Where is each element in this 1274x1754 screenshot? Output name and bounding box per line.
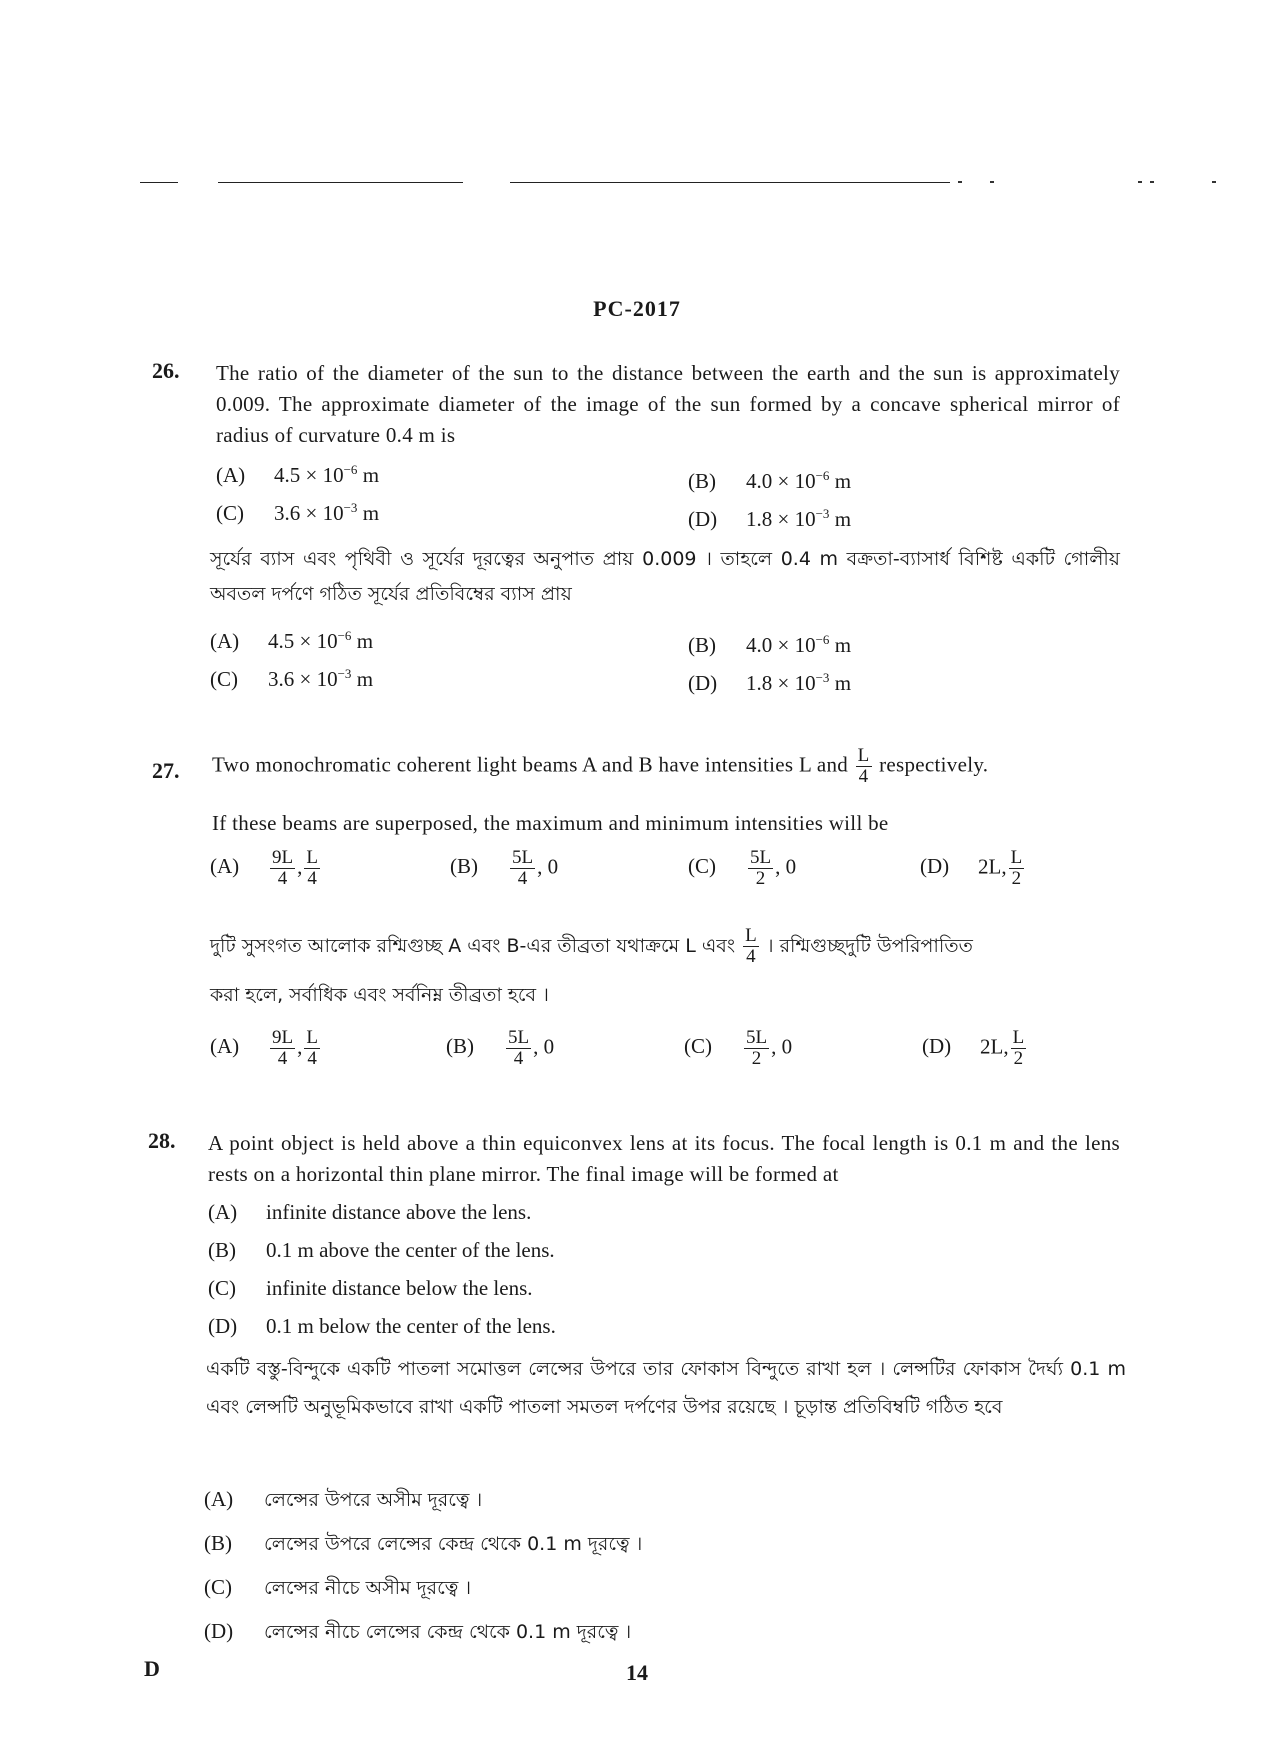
option-value: 4.5 × 10: [274, 463, 344, 487]
option-label: (C): [208, 1276, 236, 1300]
question-text-part: Two monochromatic coherent light beams A and B have intensities L and: [212, 752, 849, 777]
option-label: (B): [688, 633, 716, 657]
option-c: (C) $\frac{5L}{2}$ , 0: [688, 847, 797, 889]
fraction-numerator: L: [857, 745, 870, 766]
option-text: লেন্সের উপরে অসীম দূরত্বে ।: [264, 1489, 483, 1511]
option-exponent: −3: [815, 506, 830, 521]
option-value: 4.0 × 10: [746, 469, 816, 493]
option-label: (B): [688, 469, 716, 493]
option-tail: 0: [547, 854, 559, 879]
question-text-bengali: সূর্যের ব্যাস এবং পৃথিবী ও সূর্যের দূরত্বের অনুপাত প্রায় 0.009 । তাহলে 0.4 m বক্রতা-ব্যাসার্ধ বিশিষ্ট একটি গোলীয় অবতল দর্পণে গঠিত সূর্যের প্রতিবিম্বের ব্যাস প্রায়: [210, 548, 1120, 605]
fraction-numerator: 5L: [512, 847, 534, 868]
question-text-bengali: [210, 926, 1130, 967]
option-label: (D): [688, 671, 718, 695]
option-label: (D): [204, 1619, 234, 1643]
fraction: [1011, 1028, 1027, 1069]
fraction-l-over-4: [856, 746, 872, 787]
option-value: 1.8 × 10: [746, 671, 816, 695]
top-rule-segment: [510, 182, 950, 183]
option-unit: m: [834, 671, 852, 695]
option-b: [688, 468, 851, 494]
top-rule-dot: [1150, 181, 1154, 183]
fraction-denominator: 4: [858, 766, 869, 787]
option-c-bengali: [204, 1574, 471, 1606]
option-c-bengali: (C) $\frac{5L}{2}$ , 0: [684, 1027, 793, 1069]
option-exponent: −6: [343, 462, 358, 477]
option-label: (D): [920, 854, 950, 879]
fraction-l-over-4: [743, 926, 759, 967]
fraction: [270, 848, 295, 889]
option-value: 3.6 × 10: [268, 667, 338, 691]
question-number: 27.: [152, 758, 180, 783]
top-rule-dot: [990, 181, 994, 183]
set-code: D: [144, 1656, 160, 1681]
option-label: (A): [204, 1487, 234, 1511]
option-text: লেন্সের নীচে লেন্সের কেন্দ্র থেকে 0.1 m দূরত্বে ।: [264, 1621, 632, 1643]
question-text-part: । রশ্মিগুচ্ছদুটি উপরিপাতিত: [766, 935, 973, 957]
option-label: (D): [688, 507, 718, 531]
option-label: (C): [216, 501, 244, 525]
option-value: 4.5 × 10: [268, 629, 338, 653]
option-a-bengali: [210, 628, 373, 654]
option-value: 1.8 × 10: [746, 507, 816, 531]
option-value: 3.6 × 10: [274, 501, 344, 525]
option-label: (D): [208, 1314, 238, 1338]
option-label: (C): [688, 854, 716, 879]
option-lead: 2L,: [980, 1034, 1009, 1059]
option-text: 0.1 m above the center of the lens.: [266, 1238, 555, 1262]
option-d-bengali: [688, 670, 851, 696]
option-exponent: −3: [337, 666, 352, 681]
fraction-denominator: 4: [277, 1048, 288, 1069]
fraction: [506, 1028, 531, 1069]
page-title: PC-2017: [593, 296, 681, 321]
option-label: (A): [210, 629, 240, 653]
option-a-bengali: (A) $\frac{9L}{4}$ , $\frac{L}{4}$: [210, 1027, 318, 1069]
top-rule-segment: [218, 182, 463, 183]
fraction-numerator: 9L: [272, 1027, 294, 1048]
option-a: [216, 462, 379, 488]
option-label: (D): [922, 1034, 952, 1059]
option-label: (B): [208, 1238, 236, 1262]
fraction-denominator: 4: [277, 868, 288, 889]
fraction-numerator: L: [306, 847, 318, 868]
question-text-bengali: একটি বস্তু-বিন্দুকে একটি পাতলা সমোত্তল লেন্সের উপরে তার ফোকাস বিন্দুতে রাখা হল । লেন্সটির ফোকাস দৈর্ঘ্য 0.1 m এবং লেন্সটি অনুভূমিকভাবে রাখা একটি পাতলা সমতল দর্পণের উপর রয়েছে । চূড়ান্ত প্রতিবিম্বটি গঠিত হবে: [206, 1358, 1126, 1418]
option-value: 4.0 × 10: [746, 633, 816, 657]
option-d-bengali: [922, 1028, 1028, 1069]
fraction-denominator: 4: [746, 946, 756, 967]
question-text-part: respectively.: [879, 752, 989, 777]
fraction: [1009, 848, 1025, 889]
option-b: (B) $\frac{5L}{4}$ , 0: [450, 847, 559, 889]
question-number: 28.: [148, 1128, 176, 1153]
fraction-numerator: L: [1012, 1027, 1025, 1048]
option-label: (C): [684, 1034, 712, 1059]
option-text: 0.1 m below the center of the lens.: [266, 1314, 556, 1338]
option-exponent: −6: [815, 468, 830, 483]
question-text: A point object is held above a thin equiconvex lens at its focus. The focal length is 0.1 m and the lens rests on a horizontal thin plane mirror. The final image will be formed at: [208, 1131, 1120, 1186]
option-label: (C): [210, 667, 238, 691]
option-lead: 2L,: [978, 854, 1007, 879]
fraction-numerator: L: [1010, 847, 1023, 868]
fraction-denominator: 2: [755, 868, 766, 889]
option-exponent: −6: [337, 628, 352, 643]
option-label: (A): [216, 463, 246, 487]
fraction-denominator: 2: [751, 1048, 762, 1069]
option-label: (A): [210, 1034, 240, 1059]
option-b-bengali: (B) $\frac{5L}{4}$ , 0: [446, 1027, 555, 1069]
option-d-bengali: [204, 1618, 631, 1650]
option-c-bengali: [210, 666, 373, 692]
option-a: (A) $\frac{9L}{4}$ , $\frac{L}{4}$: [210, 847, 318, 889]
question-text: The ratio of the diameter of the sun to the distance between the earth and the sun is approximately 0.009. The approximate diameter of the image of the sun formed by a concave spherical mirror of radius of curvature 0.4 m is: [216, 361, 1120, 447]
option-c: [208, 1276, 533, 1301]
fraction-denominator: 4: [517, 868, 528, 889]
option-text: infinite distance above the lens.: [266, 1200, 532, 1224]
fraction-numerator: L: [745, 925, 757, 946]
fraction: [270, 1028, 295, 1069]
option-label: (C): [204, 1575, 232, 1599]
option-c: [216, 500, 379, 526]
option-text: infinite distance below the lens.: [266, 1276, 533, 1300]
question-text-line2: If these beams are superposed, the maximum and minimum intensities will be: [212, 811, 889, 835]
fraction-numerator: 5L: [508, 1027, 530, 1048]
option-d: [920, 848, 1026, 889]
option-a-bengali: [204, 1486, 482, 1518]
fraction: [304, 1028, 320, 1069]
option-unit: m: [356, 667, 374, 691]
option-b-bengali: [688, 632, 851, 658]
fraction-denominator: 4: [513, 1048, 524, 1069]
option-b: [208, 1238, 555, 1263]
option-unit: m: [834, 507, 852, 531]
option-label: (A): [210, 854, 240, 879]
top-rule-dot: [1212, 181, 1216, 183]
top-rule-segment: [140, 182, 178, 183]
fraction-numerator: 5L: [750, 847, 772, 868]
fraction-denominator: 4: [307, 1048, 317, 1069]
option-unit: m: [362, 463, 380, 487]
option-d: [208, 1314, 556, 1339]
option-tail: 0: [781, 1034, 793, 1059]
option-tail: 0: [543, 1034, 555, 1059]
option-exponent: −6: [815, 632, 830, 647]
fraction-denominator: 2: [1013, 1048, 1024, 1069]
option-label: (A): [208, 1200, 238, 1224]
option-a: [208, 1200, 531, 1225]
fraction: [510, 848, 535, 889]
fraction: [744, 1028, 769, 1069]
option-exponent: −3: [343, 500, 358, 515]
question-text: [212, 746, 1132, 787]
option-label: (B): [204, 1531, 232, 1555]
option-exponent: −3: [815, 670, 830, 685]
fraction: [748, 848, 773, 889]
option-unit: m: [356, 629, 374, 653]
option-label: (B): [450, 854, 478, 879]
fraction-numerator: 9L: [272, 847, 294, 868]
fraction: [304, 848, 320, 889]
fraction-numerator: 5L: [746, 1027, 768, 1048]
question-text-bengali-line2: করা হলে, সর্বাধিক এবং সর্বনিম্ন তীব্রতা হবে ।: [210, 984, 549, 1006]
fraction-numerator: L: [306, 1027, 318, 1048]
question-text-part: দুটি সুসংগত আলোক রশ্মিগুচ্ছ A এবং B-এর তীব্রতা যথাক্রমে L এবং: [210, 935, 736, 957]
top-rule-dot: [1138, 181, 1142, 183]
option-text: লেন্সের নীচে অসীম দূরত্বে ।: [264, 1577, 472, 1599]
option-b-bengali: [204, 1530, 642, 1562]
option-unit: m: [834, 633, 852, 657]
fraction-denominator: 2: [1011, 868, 1022, 889]
option-tail: 0: [785, 854, 797, 879]
option-text: লেন্সের উপরে লেন্সের কেন্দ্র থেকে 0.1 m দূরত্বে ।: [264, 1533, 643, 1555]
option-unit: m: [834, 469, 852, 493]
option-d: [688, 506, 851, 532]
fraction-denominator: 4: [307, 868, 317, 889]
option-unit: m: [362, 501, 380, 525]
top-rule-dot: [958, 181, 962, 183]
option-label: (B): [446, 1034, 474, 1059]
question-number: 26.: [152, 358, 180, 383]
page-number: 14: [626, 1660, 648, 1685]
